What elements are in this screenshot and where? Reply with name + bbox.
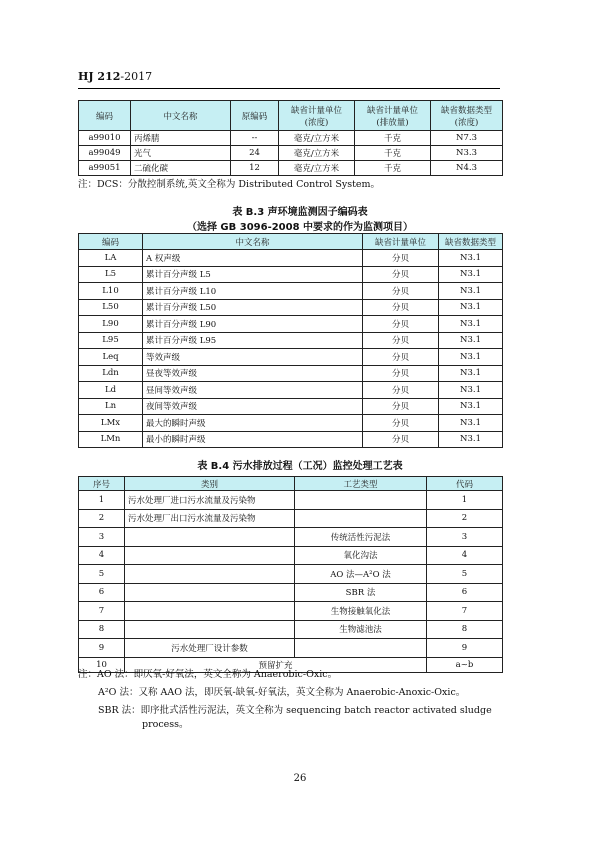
cell: 分贝 xyxy=(363,299,439,316)
table3-title: 表 B.4 污水排放过程（工况）监控处理工艺表 xyxy=(197,461,403,472)
cell: 4 xyxy=(79,546,125,565)
cell: 千克 xyxy=(355,131,431,146)
cell: 2 xyxy=(79,509,125,528)
col-header: 编码 xyxy=(79,101,131,131)
col-header: 代码 xyxy=(427,477,503,491)
col-header: 缺省数据类型 (浓度) xyxy=(431,101,503,131)
table3-notes xyxy=(78,668,538,732)
cell: a99049 xyxy=(79,146,131,161)
col-header: 缺省计量单位 (排放量) xyxy=(355,101,431,131)
cell: N3.1 xyxy=(439,431,503,448)
table-row xyxy=(79,546,503,565)
cell: 生物接触氧化法 xyxy=(295,602,427,621)
cell: 分贝 xyxy=(363,266,439,283)
cell: 12 xyxy=(231,161,279,176)
col-header: 缺省计量单位 (浓度) xyxy=(279,101,355,131)
cell xyxy=(295,509,427,528)
cell: 光气 xyxy=(131,146,231,161)
table-row xyxy=(79,602,503,621)
cell: 6 xyxy=(427,583,503,602)
cell: 累计百分声级 L95 xyxy=(143,332,363,349)
cell: 10 xyxy=(79,657,125,672)
cell: Ld xyxy=(79,382,143,399)
cell: 分贝 xyxy=(363,365,439,382)
table-row xyxy=(79,382,503,399)
table-row xyxy=(79,332,503,349)
cell xyxy=(125,620,295,639)
table2-title: 表 B.3 声环境监测因子编码表 xyxy=(232,207,368,218)
cell xyxy=(295,491,427,510)
cell: 累计百分声级 L90 xyxy=(143,316,363,333)
cell: 最小的瞬时声级 xyxy=(143,431,363,448)
cell: 7 xyxy=(427,602,503,621)
table-wastewater-process xyxy=(78,476,503,673)
cell: LMn xyxy=(79,431,143,448)
table-header-row xyxy=(79,234,503,250)
cell: 污水处理厂进口污水流量及污染物 xyxy=(125,491,295,510)
cell: N3.1 xyxy=(439,283,503,300)
cell: L95 xyxy=(79,332,143,349)
cell: N3.1 xyxy=(439,365,503,382)
cell: 分贝 xyxy=(363,382,439,399)
cell: 累计百分声级 L5 xyxy=(143,266,363,283)
cell: 传统活性污泥法 xyxy=(295,528,427,547)
cell: 8 xyxy=(79,620,125,639)
cell: 3 xyxy=(79,528,125,547)
cell: 8 xyxy=(427,620,503,639)
table-row xyxy=(79,365,503,382)
cell xyxy=(125,565,295,584)
cell: N3.1 xyxy=(439,266,503,283)
cell: 4 xyxy=(427,546,503,565)
cell: Ln xyxy=(79,398,143,415)
table1-note: 注：DCS：分散控制系统,英文全称为 Distributed Control System。 xyxy=(78,179,381,190)
cell: 7 xyxy=(79,602,125,621)
cell: L5 xyxy=(79,266,143,283)
cell: 累计百分声级 L10 xyxy=(143,283,363,300)
table-row xyxy=(79,398,503,415)
table-row xyxy=(79,415,503,432)
table-header-row xyxy=(79,101,503,131)
cell: 5 xyxy=(427,565,503,584)
col-header: 缺省数据类型 xyxy=(439,234,503,250)
table-row xyxy=(79,583,503,602)
table-row xyxy=(79,146,503,161)
col-header: 工艺类型 xyxy=(295,477,427,491)
cell: L10 xyxy=(79,283,143,300)
cell: 5 xyxy=(79,565,125,584)
table-noise-factors xyxy=(78,233,503,448)
table-row xyxy=(79,491,503,510)
document-header xyxy=(78,70,152,83)
cell: N3.1 xyxy=(439,250,503,267)
cell: 夜间等效声级 xyxy=(143,398,363,415)
note-line: process。 xyxy=(142,719,189,730)
col-header: 中文名称 xyxy=(131,101,231,131)
cell: LA xyxy=(79,250,143,267)
cell: LMx xyxy=(79,415,143,432)
cell: L50 xyxy=(79,299,143,316)
table-row xyxy=(79,431,503,448)
table-row xyxy=(79,620,503,639)
cell: 毫克/立方米 xyxy=(279,131,355,146)
cell: 分贝 xyxy=(363,431,439,448)
header-rule xyxy=(78,88,500,89)
note-line: SBR 法：即序批式活性污泥法，英文全称为 sequencing batch reactor activated sludge xyxy=(98,705,492,716)
cell: 9 xyxy=(79,639,125,658)
table-row xyxy=(79,316,503,333)
cell: 氧化沟法 xyxy=(295,546,427,565)
cell: 累计百分声级 L50 xyxy=(143,299,363,316)
cell: 昼间等效声级 xyxy=(143,382,363,399)
note-line: 注：AO 法：即厌氧-好氧法，英文全称为 Anaerobic-Oxic。 xyxy=(78,669,338,680)
cell: 1 xyxy=(427,491,503,510)
cell: 污水处理厂出口污水流量及污染物 xyxy=(125,509,295,528)
cell xyxy=(125,546,295,565)
cell: 3 xyxy=(427,528,503,547)
cell: 毫克/立方米 xyxy=(279,161,355,176)
table-row xyxy=(79,161,503,176)
table-row xyxy=(79,266,503,283)
cell: 分贝 xyxy=(363,349,439,366)
cell: Ldn xyxy=(79,365,143,382)
cell: 2 xyxy=(427,509,503,528)
cell: N4.3 xyxy=(431,161,503,176)
table-row xyxy=(79,639,503,658)
standard-year: -2017 xyxy=(120,70,153,83)
cell: 污水处理厂设计参数 xyxy=(125,639,295,658)
table-row xyxy=(79,131,503,146)
page-number: 26 xyxy=(293,773,307,784)
cell: 最大的瞬时声级 xyxy=(143,415,363,432)
cell: N3.1 xyxy=(439,332,503,349)
cell: 丙烯腈 xyxy=(131,131,231,146)
cell: N3.3 xyxy=(431,146,503,161)
cell xyxy=(295,639,427,658)
cell: 分贝 xyxy=(363,415,439,432)
cell: 千克 xyxy=(355,161,431,176)
cell: L90 xyxy=(79,316,143,333)
cell: a~b xyxy=(427,657,503,672)
cell: 分贝 xyxy=(363,332,439,349)
cell: 昼夜等效声级 xyxy=(143,365,363,382)
table-row xyxy=(79,250,503,267)
cell: N3.1 xyxy=(439,398,503,415)
cell xyxy=(125,583,295,602)
cell: -- xyxy=(231,131,279,146)
cell: AO 法—A²O 法 xyxy=(295,565,427,584)
cell: SBR 法 xyxy=(295,583,427,602)
cell: 生物滤池法 xyxy=(295,620,427,639)
cell: 千克 xyxy=(355,146,431,161)
cell: N3.1 xyxy=(439,382,503,399)
cell xyxy=(125,602,295,621)
col-header: 中文名称 xyxy=(143,234,363,250)
cell: 二硫化碳 xyxy=(131,161,231,176)
cell xyxy=(125,528,295,547)
cell: 分贝 xyxy=(363,316,439,333)
col-header: 原编码 xyxy=(231,101,279,131)
cell: 分贝 xyxy=(363,398,439,415)
table2-subtitle: （选择 GB 3096-2008 中要求的作为监测项目） xyxy=(186,222,414,233)
cell: N3.1 xyxy=(439,316,503,333)
table-row xyxy=(79,283,503,300)
cell: 毫克/立方米 xyxy=(279,146,355,161)
col-header: 类别 xyxy=(125,477,295,491)
cell: 分贝 xyxy=(363,250,439,267)
cell: N3.1 xyxy=(439,299,503,316)
cell: 1 xyxy=(79,491,125,510)
table-row xyxy=(79,528,503,547)
table-header-row xyxy=(79,477,503,491)
cell: 等效声级 xyxy=(143,349,363,366)
col-header: 编码 xyxy=(79,234,143,250)
standard-code: HJ 212 xyxy=(78,70,121,83)
table-row xyxy=(79,565,503,584)
cell: 24 xyxy=(231,146,279,161)
table-row xyxy=(79,349,503,366)
note-line: A²O 法：又称 AAO 法，即厌氧-缺氧-好氧法，英文全称为 Anaerobic-Anoxic-Oxic。 xyxy=(98,687,466,698)
cell: N7.3 xyxy=(431,131,503,146)
cell: 预留扩充 xyxy=(125,657,427,672)
cell: a99051 xyxy=(79,161,131,176)
table-gas-pollutants xyxy=(78,100,503,176)
cell: A 权声级 xyxy=(143,250,363,267)
cell: 6 xyxy=(79,583,125,602)
table-row xyxy=(79,299,503,316)
cell: Leq xyxy=(79,349,143,366)
cell: 9 xyxy=(427,639,503,658)
cell: a99010 xyxy=(79,131,131,146)
col-header: 序号 xyxy=(79,477,125,491)
cell: 分贝 xyxy=(363,283,439,300)
col-header: 缺省计量单位 xyxy=(363,234,439,250)
cell: N3.1 xyxy=(439,415,503,432)
cell: N3.1 xyxy=(439,349,503,366)
table-row xyxy=(79,509,503,528)
